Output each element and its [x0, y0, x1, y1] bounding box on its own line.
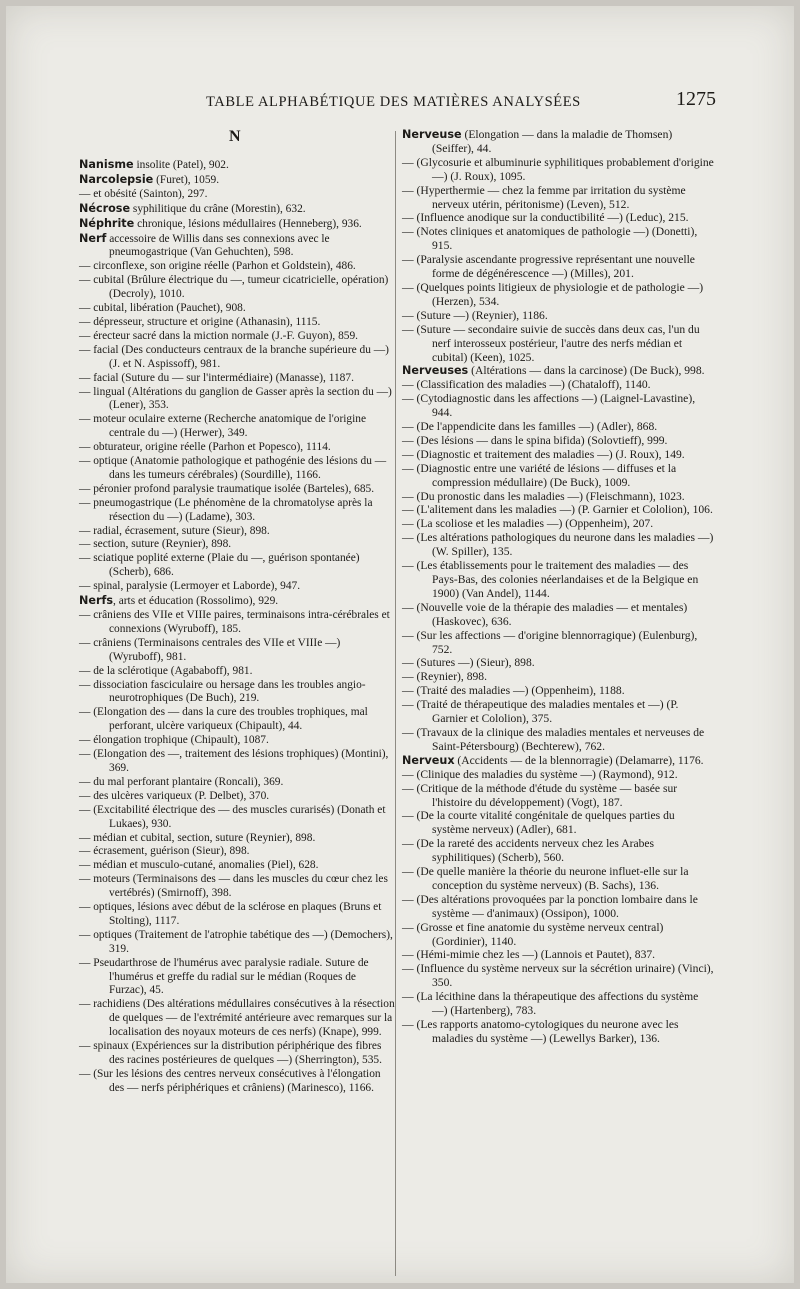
entry-text: — cubital, libération (Pauchet), 908. — [79, 302, 246, 315]
entry-text: — (Grosse et fine anatomie du système nerveux central) (Gordinier), 1140. — [402, 920, 664, 948]
entry-text: — (Diagnostic et traitement des maladies —) (J. Roux), 149. — [402, 447, 685, 461]
entry-text: — (Suture —) (Reynier), 1186. — [402, 308, 548, 322]
entry-text: — (L'alitement dans les maladies —) (P. Garnier et Cololion), 106. — [402, 503, 713, 517]
entry-text: — (Sur les lésions des centres nerveux consécutives à l'élongation des — nerfs périphériques et crâniens) (Marinesco), 1166. — [79, 1067, 381, 1094]
entry-keyword: Nanisme — [79, 158, 134, 171]
index-entry — [79, 790, 395, 804]
index-entry — [402, 211, 714, 225]
entry-text: — (Hyperthermie — chez la femme par irritation du système nerveux utérin, péritonisme) (Leven), 512. — [402, 183, 686, 211]
index-entry — [402, 990, 714, 1018]
entry-text: — élongation trophique (Chipault), 1087. — [79, 734, 269, 747]
index-entry — [402, 629, 714, 657]
index-entry — [402, 378, 714, 392]
index-entry — [402, 837, 714, 865]
index-entry — [79, 873, 395, 901]
entry-text: syphilitique du crâne (Morestin), 632. — [130, 202, 306, 215]
index-entry — [402, 559, 714, 601]
index-entry — [402, 309, 714, 323]
entry-text: — et obésité (Sainton), 297. — [79, 187, 208, 200]
index-entry — [402, 420, 714, 434]
index-entry — [79, 158, 395, 173]
index-entry — [402, 184, 714, 212]
index-entry — [402, 225, 714, 253]
index-entry — [79, 316, 395, 330]
index-entry — [402, 128, 714, 156]
entry-text: — (Excitabilité électrique des — des muscles curarisés) (Donath et Lukaes), 930. — [79, 803, 386, 830]
entry-text: — optiques (Traitement de l'atrophie tabétique des —) (Demochers), 319. — [79, 928, 393, 955]
entry-text: (Furet), 1059. — [153, 173, 220, 186]
entry-text: — (Sur les affections — d'origine blennorragique) (Eulenburg), 752. — [402, 628, 698, 656]
entry-text: — obturateur, origine réelle (Parhon et Popesco), 1114. — [79, 441, 331, 454]
index-entry — [79, 679, 395, 707]
entry-text: — (La lécithine dans la thérapeutique des affections du système —) (Hartenberg), 783. — [402, 990, 699, 1018]
entry-text: — (Clinique des maladies du système —) (Raymond), 912. — [402, 767, 678, 781]
entry-text: — (Reynier), 898. — [402, 670, 488, 684]
index-entry — [79, 302, 395, 316]
entry-text: — (Classification des maladies —) (Chataloff), 1140. — [402, 378, 651, 392]
entry-text: — optiques, lésions avec début de la sclérose en plaques (Bruns et Stolting), 1117. — [79, 901, 382, 927]
index-entry — [402, 865, 714, 893]
index-entry — [79, 413, 395, 441]
index-entry — [79, 232, 395, 261]
index-entry — [402, 448, 714, 462]
index-entry — [79, 706, 395, 734]
index-entry — [79, 455, 395, 483]
entry-text: — cubital (Brûlure électrique du —, tumeur cicatricielle, opération) (Decroly), 1010. — [79, 274, 389, 301]
entry-text: — (La scoliose et les maladies —) (Oppenheim), 207. — [402, 517, 654, 531]
entry-keyword: Néphrite — [79, 216, 135, 230]
entry-text: insolite (Patel), 902. — [133, 159, 229, 171]
entry-text: — rachidiens (Des altérations médullaires consécutives à la résection de quelques — de l'extrémité antérieure avec remarques sur la localisation des noyaux moteurs de ces nerfs) (Knape), 999. — [79, 998, 395, 1039]
right-entry-list — [402, 128, 714, 1046]
entry-text: — dépresseur, structure et origine (Athanasin), 1115. — [79, 315, 321, 328]
entry-text: — section, suture (Reynier), 898. — [79, 538, 232, 551]
entry-text: — érecteur sacré dans la miction normale (J.-F. Guyon), 859. — [79, 329, 359, 342]
entry-text: — (Nouvelle voie de la thérapie des maladies — et mentales) (Haskovec), 636. — [402, 600, 688, 628]
entry-text: — (Notes cliniques et anatomiques de pathologie —) (Donetti), 915. — [402, 225, 698, 253]
index-entry — [79, 1040, 395, 1068]
index-entry — [79, 845, 395, 859]
index-entry — [79, 594, 395, 609]
entry-text: — (Les altérations pathologiques du neurone dans les maladies —) (W. Spiller), 135. — [402, 531, 714, 559]
entry-text: — sciatique poplité externe (Plaie du —, guérison spontanée) (Scherb), 686. — [79, 552, 360, 579]
entry-text: — médian et cubital, section, suture (Reynier), 898. — [79, 831, 316, 844]
index-entry — [402, 364, 714, 378]
entry-text: — crâniens (Terminaisons centrales des VIIe et VIIIe —) (Wyruboff), 981. — [79, 636, 341, 663]
entry-text: — circonflexe, son origine réelle (Parhon et Goldstein), 486. — [79, 260, 356, 273]
column-divider — [395, 131, 396, 1276]
entry-text: — (Influence du système nerveux sur la sécrétion urinaire) (Vinci), 350. — [402, 962, 714, 990]
entry-text: — (Glycosurie et albuminurie syphilitiques probablement d'origine —) (J. Roux), 1095. — [402, 155, 714, 183]
entry-text: — (Elongation des —, traitement des lésions trophiques) (Montini), 369. — [79, 748, 389, 774]
index-entry — [79, 998, 395, 1040]
index-entry — [402, 156, 714, 184]
index-entry — [79, 274, 395, 302]
index-entry — [79, 734, 395, 748]
index-entry — [79, 609, 395, 637]
index-entry — [79, 832, 395, 846]
index-entry — [402, 754, 714, 768]
section-letter: N — [229, 128, 241, 145]
page-number: 1275 — [676, 88, 716, 110]
index-entry — [79, 202, 395, 217]
entry-text: — (Des lésions — dans le spina bifida) (Solovtieff), 999. — [402, 433, 668, 447]
entry-text: — médian et musculo-cutané, anomalies (Piel), 628. — [79, 859, 319, 872]
index-entry — [79, 748, 395, 776]
index-entry — [402, 531, 714, 559]
index-entry — [402, 323, 714, 365]
index-entry — [402, 503, 714, 517]
entry-text: — (Paralysie ascendante progressive représentant une nouvelle forme de dégénérescence —) (Milles), 201. — [402, 253, 695, 281]
index-entry — [79, 217, 395, 232]
entry-text: — radial, écrasement, suture (Sieur), 898. — [79, 524, 270, 537]
index-entry — [79, 580, 395, 594]
index-entry — [79, 372, 395, 386]
index-entry — [79, 260, 395, 274]
entry-text: — (Traité de thérapeutique des maladies mentales et —) (P. Garnier et Cololion), 375. — [402, 698, 679, 726]
entry-text: — péronier profond paralysie traumatique isolée (Barteles), 685. — [79, 482, 375, 495]
index-entry — [402, 893, 714, 921]
entry-text: — (Du pronostic dans les maladies —) (Fleischmann), 1023. — [402, 489, 685, 503]
entry-text: — lingual (Altérations du ganglion de Gasser après la section du —) (Lener), 353. — [79, 385, 392, 412]
index-entry — [79, 330, 395, 344]
index-entry — [402, 684, 714, 698]
entry-text: — écrasement, guérison (Sieur), 898. — [79, 845, 250, 858]
left-column — [79, 128, 395, 1096]
index-entry — [79, 776, 395, 790]
index-entry — [79, 441, 395, 455]
index-entry — [402, 698, 714, 726]
index-entry — [402, 601, 714, 629]
entry-text: — (De la courte vitalité congénitale de quelques parties du système nerveux) (Adler), 681. — [402, 809, 675, 837]
entry-keyword: Nerveux — [402, 753, 455, 767]
entry-text: — de la sclérotique (Agababoff), 981. — [79, 664, 253, 677]
index-entry — [402, 921, 714, 949]
entry-text: (Accidents — de la blennorragie) (Delamarre), 1176. — [454, 753, 704, 767]
entry-text: — (Les rapports anatomo-cytologiques du neurone avec les maladies du système —) (Lewellys Barker), 136. — [402, 1018, 679, 1045]
entry-text: (Elongation — dans la maladie de Thomsen) (Seiffer), 44. — [432, 128, 673, 155]
entry-text: — des ulcères variqueux (P. Delbet), 370. — [79, 789, 270, 802]
entry-text: chronique, lésions médullaires (Henneberg), 936. — [134, 217, 362, 230]
index-entry — [402, 948, 714, 962]
index-entry — [402, 490, 714, 504]
entry-keyword: Nerveuses — [402, 364, 469, 378]
index-entry — [79, 957, 395, 999]
entry-text: — (Sutures —) (Sieur), 898. — [402, 656, 535, 670]
index-entry — [79, 188, 395, 202]
entry-text: — (Cytodiagnostic dans les affections —) (Laignel-Lavastine), 944. — [402, 392, 696, 420]
entry-text: — (Suture — secondaire suivie de succès dans deux cas, l'un du nerf interosseux postérieur, l'autre des nerfs médian et cubital) (Keen), 1025. — [402, 322, 700, 364]
index-entry — [402, 656, 714, 670]
index-entry — [402, 392, 714, 420]
entry-text: — spinal, paralysie (Lermoyer et Laborde), 947. — [79, 580, 301, 593]
index-entry — [79, 386, 395, 414]
index-entry — [402, 434, 714, 448]
entry-text: — (Les établissements pour le traitement des maladies — des Pays-Bas, des colonies néerlandaises et de la Belgique en 1900) (Van Andel), 1144. — [402, 559, 699, 600]
entry-text: — (Quelques points litigieux de physiologie et de pathologie —) (Herzen), 534. — [402, 280, 704, 308]
index-entry — [402, 782, 714, 810]
index-entry — [79, 804, 395, 832]
running-header — [6, 88, 794, 114]
entry-text: — crâniens des VIIe et VIIIe paires, terminaisons intra-cérébrales et connexions (Wyruboff), 185. — [79, 609, 390, 635]
entry-text: — (Critique de la méthode d'étude du système — basée sur l'histoire du développement) (Vogt), 187. — [402, 781, 678, 809]
entry-text: — moteur oculaire externe (Recherche anatomique de l'origine centrale du —) (Herwer), 349. — [79, 413, 367, 440]
entry-keyword: Narcolepsie — [79, 172, 154, 186]
index-entry — [79, 901, 395, 929]
entry-text: — (De la rareté des accidents nerveux chez les Arabes syphilitiques) (Scherb), 560. — [402, 837, 655, 865]
index-entry — [79, 525, 395, 539]
index-entry — [79, 344, 395, 372]
entry-text: — facial (Suture du — sur l'intermédiaire) (Manasse), 1187. — [79, 371, 354, 384]
entry-text: — facial (Des conducteurs centraux de la branche supérieure du —) (J. et N. Aspissoff), 981. — [79, 343, 389, 370]
entry-keyword: Nerfs — [79, 594, 113, 608]
right-column — [402, 128, 714, 1046]
entry-text: — (Des altérations provoquées par la ponction lombaire dans le système — d'animaux) (Ossipon), 1000. — [402, 892, 698, 920]
entry-text: — (Traité des maladies —) (Oppenheim), 1188. — [402, 684, 625, 698]
index-entry — [402, 962, 714, 990]
entry-text: — (Influence anodique sur la conductibilité —) (Leduc), 215. — [402, 211, 689, 225]
index-entry — [79, 538, 395, 552]
document-page — [6, 6, 794, 1283]
index-entry — [402, 809, 714, 837]
entry-keyword: Nécrose — [79, 201, 131, 215]
index-entry — [402, 253, 714, 281]
index-entry — [79, 859, 395, 873]
index-entry — [79, 173, 395, 188]
entry-text: — (Elongation des — dans la cure des troubles trophiques, mal perforant, ulcère variqueux (Chipault), 44. — [79, 706, 368, 733]
index-entry — [79, 483, 395, 497]
index-entry — [79, 637, 395, 665]
entry-text: — (Travaux de la clinique des maladies mentales et nerveuses de Saint-Pétersbourg) (Bechterew), 762. — [402, 725, 705, 753]
entry-text: — spinaux (Expériences sur la distribution périphérique des fibres des racines postérieures de quelques —) (Sherrington), 535. — [79, 1040, 382, 1066]
index-entry — [402, 726, 714, 754]
index-entry — [79, 552, 395, 580]
entry-text: — pneumogastrique (Le phénomène de la chromatolyse après la résection du —) (Ladame), 303. — [79, 496, 373, 523]
index-entry — [79, 665, 395, 679]
entry-text: — (Diagnostic entre une variété de lésions — diffuses et la compression médullaire) (De Buck), 1009. — [402, 461, 677, 489]
entry-text: — (De l'appendicite dans les familles —) (Adler), 868. — [402, 420, 658, 434]
index-entry — [79, 497, 395, 525]
entry-keyword: Nerf — [79, 231, 107, 245]
entry-text: (Altérations — dans la carcinose) (De Buck), 998. — [468, 364, 705, 378]
entry-keyword: Nerveuse — [402, 128, 462, 141]
entry-text: — (De quelle manière la théorie du neurone influet-elle sur la conception du système nerveux) (B. Sachs), 136. — [402, 865, 689, 892]
header-title: TABLE ALPHABÉTIQUE DES MATIÈRES ANALYSÉES — [206, 94, 581, 110]
index-entry — [402, 517, 714, 531]
entry-text: , arts et éducation (Rossolimo), 929. — [113, 595, 279, 608]
entry-text: — moteurs (Terminaisons des — dans les muscles du cœur chez les vertébrés) (Smirnoff), 398. — [79, 873, 388, 900]
index-entry — [79, 929, 395, 957]
index-entry — [402, 462, 714, 490]
entry-text: — (Hémi-mimie chez les —) (Lannois et Pautet), 837. — [402, 948, 656, 962]
entry-text: — optique (Anatomie pathologique et pathogénie des lésions du — dans les tumeurs cérébrales) (Sourdille), 1166. — [79, 455, 387, 481]
index-entry — [402, 670, 714, 684]
entry-text: accessoire de Willis dans ses connexions avec le pneumogastrique (Van Gehuchten), 598. — [106, 232, 330, 259]
entry-text: — du mal perforant plantaire (Roncali), 369. — [79, 775, 284, 788]
index-entry — [402, 281, 714, 309]
index-entry — [402, 1018, 714, 1046]
entry-text: — Pseudarthrose de l'humérus avec paralysie radiale. Suture de l'humérus et greffe du radial sur le médian (Roques de Furzac), 45. — [79, 956, 369, 997]
left-entry-list — [79, 158, 395, 1096]
index-entry — [402, 768, 714, 782]
entry-text: — dissociation fasciculaire ou hersage dans les troubles angio-neurotrophiques (De Buch), 219. — [79, 678, 366, 705]
index-entry — [79, 1068, 395, 1096]
